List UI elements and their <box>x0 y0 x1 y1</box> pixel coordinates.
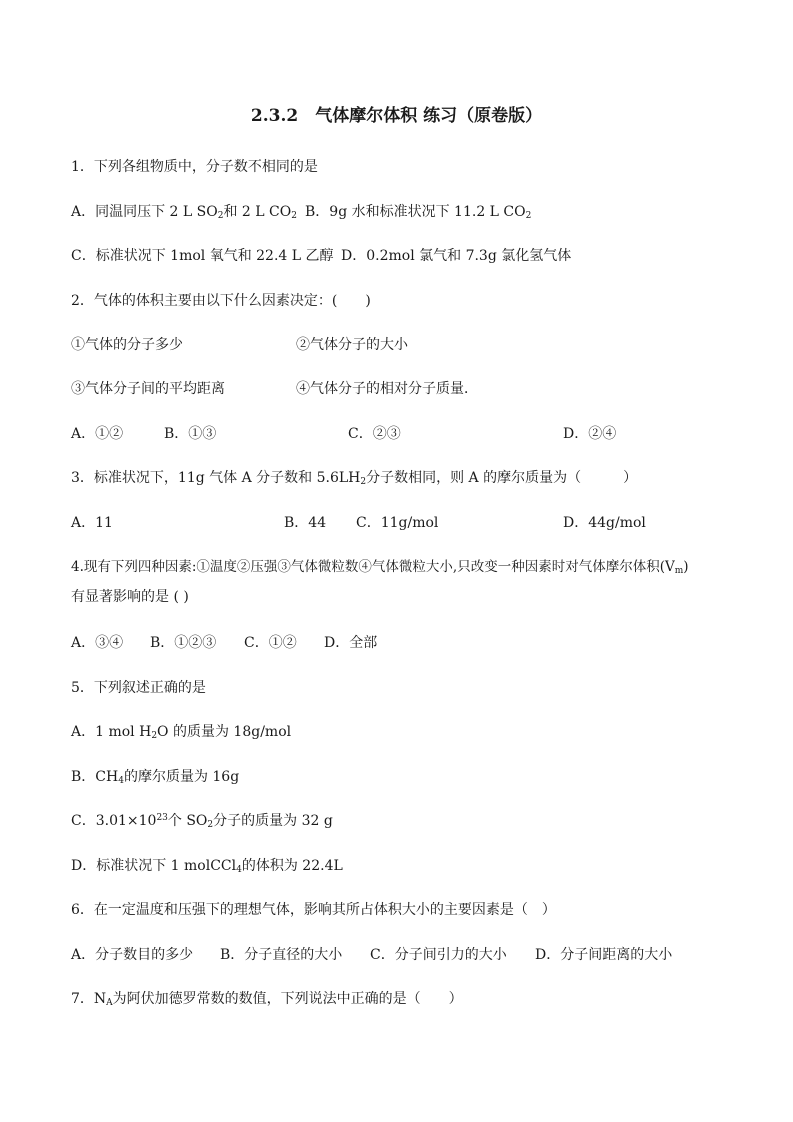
q5-option-c: C．$3.01\times 10^{23}$个 $SO_2$分子的质量为 32 g <box>71 813 333 830</box>
q2-factor-3: ③气体分子间的平均距离 <box>71 381 225 397</box>
q5-option-a: A．1 mol $H_2O$ 的质量为 18g/mol <box>71 724 292 741</box>
q2-option-b: B．①③ <box>164 426 217 442</box>
q2-factor-1: ①气体的分子多少 <box>71 337 183 353</box>
q2-option-c: C．②③ <box>348 426 401 442</box>
q4-option-a: A．③④ <box>71 635 124 651</box>
q6-option-b: B．分子直径的大小 <box>220 947 343 963</box>
q3-option-d: D．44g/mol <box>563 515 646 531</box>
q4-option-b: B．①②③ <box>150 635 217 651</box>
q4-option-d: D．全部 <box>324 635 378 651</box>
q1-option-d: D．0.2mol 氯气和 7.3g 氯化氢气体 <box>341 248 572 264</box>
q3-stem: 3．标准状况下，11g 气体 A 分子数和 $5.6LH_2$分子数相同，则 A 的摩尔质量为（ ） <box>71 470 638 487</box>
q4-stem-line2: 有显著影响的是 ( ) <box>71 589 189 605</box>
q5-option-d: D．标准状况下 1 molCCl$_4$的体积为 22.4L <box>71 858 343 875</box>
q2-stem: 2．气体的体积主要由以下什么因素决定：( ) <box>71 293 371 309</box>
q4-option-c: C．①② <box>244 635 297 651</box>
q2-factor-4: ④气体分子的相对分子质量． <box>296 381 478 397</box>
q6-option-a: A．分子数目的多少 <box>71 947 194 963</box>
q3-option-b: B．44 <box>284 515 327 531</box>
q2-option-a: A．①② <box>71 426 124 442</box>
q6-option-d: D．分子间距离的大小 <box>535 947 673 963</box>
q5-option-b: B．$CH_4$的摩尔质量为 16g <box>71 769 240 786</box>
q1-option-a: A．同温同压下 2 L $SO_2$和 2 L $CO_2$ <box>71 204 297 221</box>
q1-option-b: B．9g 水和标准状况下 11.2 L $CO_2$ <box>305 204 532 221</box>
q3-option-c: C．11g/mol <box>356 515 439 531</box>
q1-option-c: C．标准状况下 1mol 氧气和 22.4 L 乙醇 <box>71 248 334 264</box>
page-title: 2.3.2 气体摩尔体积 练习（原卷版） <box>250 106 543 126</box>
q2-option-d: D．②④ <box>563 426 617 442</box>
q2-factor-2: ②气体分子的大小 <box>296 337 408 353</box>
q4-stem-line1: 4.现有下列四种因素:①温度②压强③气体微粒数④气体微粒大小,只改变一种因素时对气体摩尔体积$(V_m)$ <box>71 559 689 576</box>
q6-stem: 6．在一定温度和压强下的理想气体，影响其所占体积大小的主要因素是（ ） <box>71 902 556 918</box>
q5-stem: 5．下列叙述正确的是 <box>71 680 206 696</box>
q1-stem: 1．下列各组物质中，分子数不相同的是 <box>71 159 318 175</box>
q7-stem: 7．$N_A$为阿伏加德罗常数的数值，下列说法中正确的是（ ） <box>71 991 463 1008</box>
q3-option-a: A．11 <box>71 515 113 531</box>
q6-option-c: C．分子间引力的大小 <box>370 947 507 963</box>
